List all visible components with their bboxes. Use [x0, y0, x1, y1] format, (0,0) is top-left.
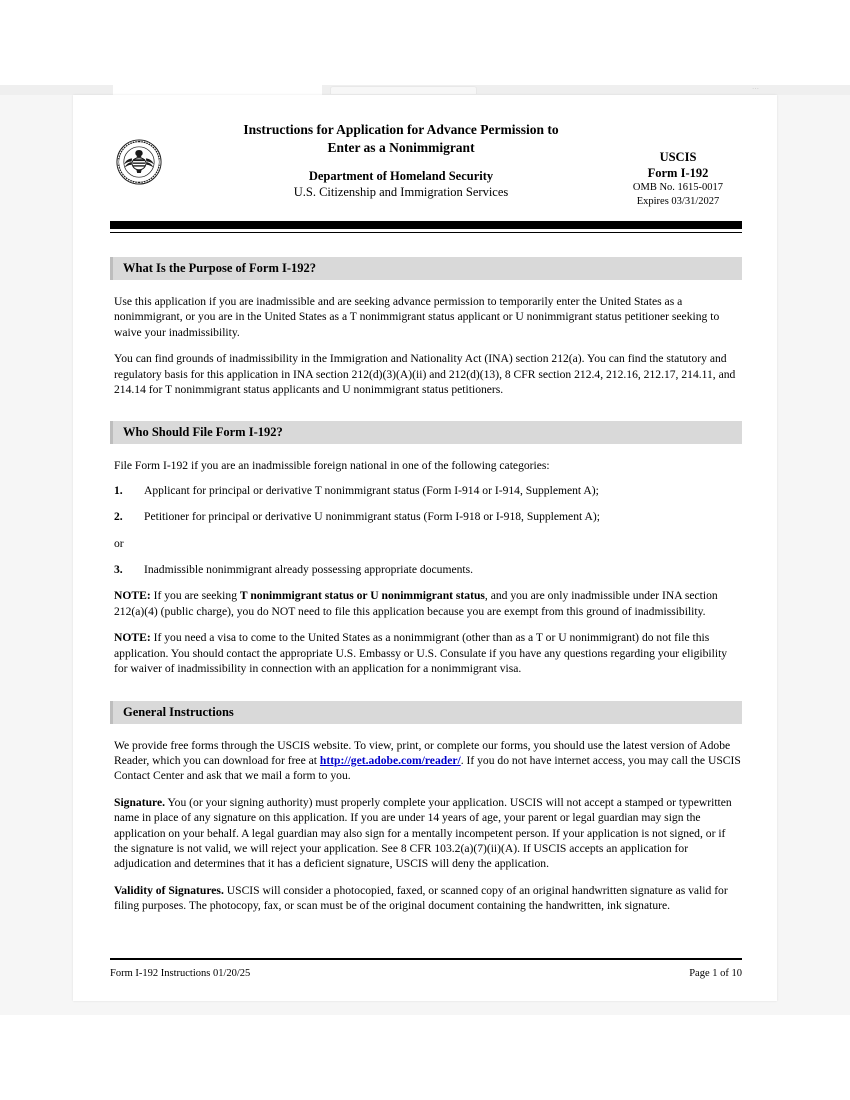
list-item — [114, 509, 742, 524]
purpose-paragraph-1: Use this application if you are inadmissible and are seeking advance permission to temporarily enter the United States as a nonimmigrant, or you are in the United States as a T nonimmigrant status applicant or U nonimmigrant status petitioner seeking to waive your inadmissibility. — [114, 295, 720, 339]
gi-text-part2: . If you do not have internet access, you may call the USCIS Contact Center and ask that we mail a form to you. — [114, 753, 741, 783]
purpose-paragraph-2: You can find grounds of inadmissibility in the Immigration and Nationality Act (INA) section 212(a). You can find the statutory and regulatory basis for this application in INA section 212(d)(3)(A)(ii) and 212(d)(13), 8 CFR section 212.4, 212.16, 212.17, 214.11, and 214.14 for T nonimmigrant status applicants and U nonimmigrant status petitioners. — [114, 352, 736, 397]
signature-paragraph — [114, 795, 742, 872]
form-number: Form I-192 — [647, 166, 709, 180]
list-item — [114, 562, 742, 577]
note-text-part2: , and you are only inadmissible under INA section 212(a)(4) (public charge), you do NOT need to file this application because you are exempt from this ground of inadmissibility. — [114, 589, 718, 618]
general-instructions-paragraph-1 — [114, 738, 742, 784]
adobe-reader-link[interactable]: http://get.adobe.com/reader/ — [319, 753, 461, 767]
note-visa — [114, 630, 742, 676]
omb-number: OMB No. 1615-0017 — [632, 182, 724, 193]
form-meta-block — [614, 149, 742, 209]
header-rule-thin — [110, 232, 742, 233]
footer-rule — [110, 958, 742, 960]
section-purpose — [110, 257, 742, 397]
gi-text-part1: We provide free forms through the USCIS website. To view, print, or complete our forms, you should use the latest version of Adobe Reader, which you can download for free at — [114, 738, 731, 767]
note-label: NOTE: — [114, 589, 151, 603]
list-item-number: 2. — [114, 510, 123, 524]
footer-page-number: Page 1 of 10 — [689, 968, 742, 979]
list-item-label: Inadmissible nonimmigrant already possessing appropriate documents. — [144, 563, 474, 577]
list-item-number: 3. — [114, 563, 123, 577]
document-page — [73, 95, 777, 1001]
page-title-line2: Enter as a Nonimmigrant — [327, 140, 475, 155]
dhs-seal-icon — [116, 139, 162, 185]
signature-label: Signature. — [114, 795, 165, 809]
validity-text: USCIS will consider a photocopied, faxed, or scanned copy of an original handwritten signature as valid for filing purposes. The photocopy, fax, or scan must be of the original document containing the handwritten, ink signature. — [114, 883, 728, 913]
signature-text: You (or your signing authority) must properly complete your application. USCIS will not accept a stamped or typewritten name in place of any signature on this application. If you are under 14 years of age, your parent or legal guardian may sign the application on your behalf. A legal guardian may also sign for a mentally incompetent person. If your application is not signed, or if the signature is not valid, we will reject your application. See 8 CFR 103.2(a)(7)(ii)(A). If USCIS accepts an application for adjudication and determines that it has a deficient signature, USCIS will deny the application. — [114, 795, 732, 871]
section-heading-general-instructions: General Instructions — [110, 701, 742, 724]
footer-form-id: Form I-192 Instructions 01/20/25 — [110, 968, 251, 979]
validity-label: Validity of Signatures. — [114, 883, 224, 897]
section-who-should-file — [110, 421, 742, 676]
section-general-instructions — [110, 701, 742, 914]
list-item — [114, 483, 742, 498]
note-label: NOTE: — [114, 631, 151, 645]
note-public-charge — [114, 588, 742, 619]
header-title-block — [196, 121, 606, 200]
section-heading-who-should-file: Who Should File Form I-192? — [110, 421, 742, 444]
viewer-tab[interactable] — [330, 86, 477, 94]
list-conjunction-or: or — [114, 536, 124, 550]
validity-of-signatures-paragraph — [114, 883, 742, 914]
note-emphasis: T nonimmigrant status or U nonimmigrant status — [239, 589, 485, 603]
header-rule-thick — [110, 221, 742, 229]
list-item-label: Applicant for principal or derivative T nonimmigrant status (Form I-914 or I-914, Supplement A); — [144, 483, 599, 497]
who-should-file-intro: File Form I-192 if you are an inadmissible foreign national in one of the following categories: — [114, 459, 550, 473]
overflow-menu-icon[interactable]: ⋯ — [752, 86, 760, 93]
department-name: Department of Homeland Security — [308, 169, 494, 183]
page-title-line1: Instructions for Application for Advance Permission to — [243, 122, 559, 137]
agency-name: U.S. Citizenship and Immigration Services — [293, 185, 509, 199]
expiration-date: Expires 03/31/2027 — [636, 196, 720, 207]
page-footer — [110, 958, 742, 981]
section-heading-purpose: What Is the Purpose of Form I-192? — [110, 257, 742, 280]
note-text: If you need a visa to come to the United States as a nonimmigrant (other than as a T or U nonimmigrant) do not file this application. You should contact the appropriate U.S. Embassy or U.S. Consulate if you have any questions regarding your eligibility for waiver of inadmissibility in connection with an application for a nonimmigrant visa. — [114, 631, 728, 676]
agency-abbreviation: USCIS — [659, 150, 697, 164]
list-item-number: 1. — [114, 483, 123, 497]
list-item-label: Petitioner for principal or derivative U nonimmigrant status (Form I-918 or I-918, Supplement A); — [144, 510, 600, 524]
who-should-file-list-continued — [114, 562, 742, 577]
note-text-part1: If you are seeking — [150, 589, 240, 603]
form-header — [110, 121, 742, 219]
who-should-file-list — [114, 483, 742, 525]
